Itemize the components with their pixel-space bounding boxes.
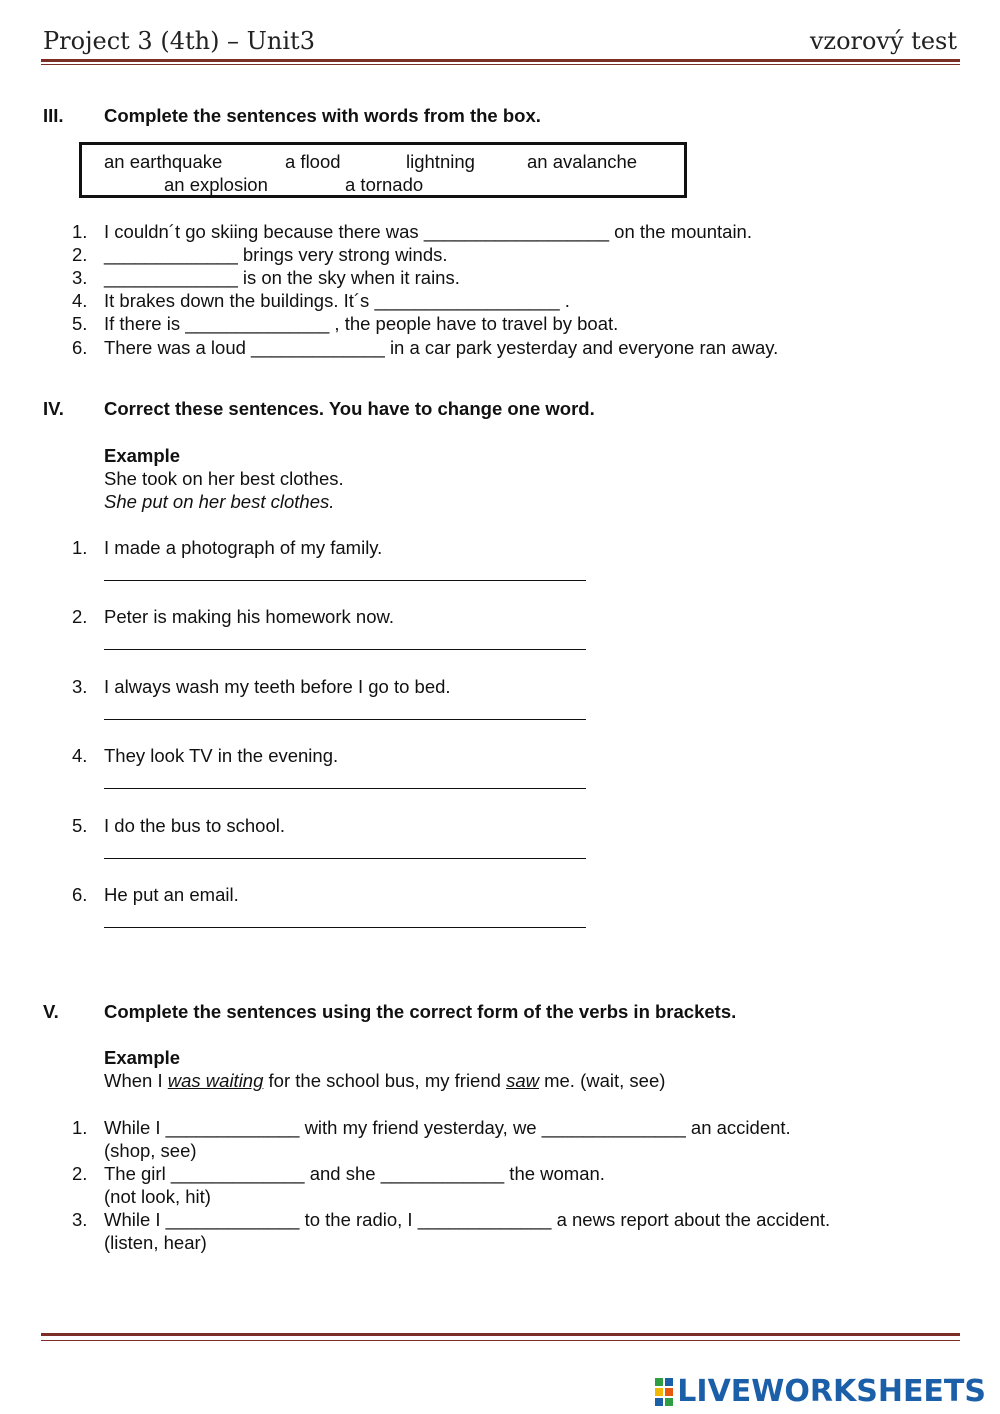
item-number: 6. (72, 337, 88, 358)
item-number: 1. (72, 1117, 88, 1138)
example-wrong: She took on her best clothes. (104, 468, 344, 489)
fill-in-sentence[interactable]: While I _____________ with my friend yesterday, we ______________ an accident. (104, 1117, 791, 1138)
example-correct: She put on her best clothes. (104, 491, 335, 512)
item-number: 2. (72, 244, 88, 265)
fill-in-sentence[interactable]: _____________ is on the sky when it rains. (104, 267, 460, 288)
header-title: Project 3 (4th) – Unit3 (43, 27, 315, 55)
section-5-title: Complete the sentences using the correct form of the verbs in brackets. (104, 1001, 737, 1022)
fill-in-sentence[interactable]: The girl _____________ and she ____________ the woman. (104, 1163, 605, 1184)
answer-line[interactable] (104, 719, 586, 720)
incorrect-sentence: They look TV in the evening. (104, 745, 339, 766)
item-number: 3. (72, 676, 88, 697)
item-number: 1. (72, 537, 88, 558)
example-label: Example (104, 1047, 181, 1068)
word-box-item: lightning (406, 151, 475, 172)
item-number: 5. (72, 313, 88, 334)
example-text: for the school bus, my friend (263, 1070, 507, 1091)
incorrect-sentence: I do the bus to school. (104, 815, 286, 836)
fill-in-sentence[interactable]: _____________ brings very strong winds. (104, 244, 448, 265)
logo-mark-icon (655, 1378, 673, 1406)
example-sentence (104, 1070, 665, 1092)
example-verb: saw (506, 1070, 539, 1091)
item-number: 5. (72, 815, 88, 836)
word-box-item: a tornado (345, 174, 424, 195)
word-box-item: an avalanche (527, 151, 638, 172)
item-number: 2. (72, 606, 88, 627)
word-box-item: an explosion (164, 174, 268, 195)
footer-rule (41, 1333, 960, 1336)
logo-text: LIVEWORKSHEETS (677, 1374, 986, 1409)
header-rule-thin (41, 64, 960, 65)
item-number: 3. (72, 1209, 88, 1230)
example-text: When I (104, 1070, 168, 1091)
incorrect-sentence: Peter is making his homework now. (104, 606, 394, 627)
fill-in-sentence[interactable]: It brakes down the buildings. It´s __________________ . (104, 290, 570, 311)
item-number: 3. (72, 267, 88, 288)
verb-hint: (shop, see) (104, 1140, 197, 1161)
verb-hint: (not look, hit) (104, 1186, 211, 1207)
liveworksheets-logo (655, 1374, 986, 1409)
header-rule (41, 59, 960, 62)
fill-in-sentence[interactable]: I couldn´t go skiing because there was __________________ on the mountain. (104, 221, 752, 242)
example-verb: was waiting (167, 1070, 264, 1091)
answer-line[interactable] (104, 580, 586, 581)
item-number: 4. (72, 745, 88, 766)
item-number: 4. (72, 290, 88, 311)
fill-in-sentence[interactable]: If there is ______________ , the people have to travel by boat. (104, 313, 619, 334)
incorrect-sentence: I made a photograph of my family. (104, 537, 383, 558)
item-number: 1. (72, 221, 88, 242)
section-3-title: Complete the sentences with words from the box. (104, 105, 541, 126)
section-3-number: III. (43, 105, 64, 126)
word-box-item: a flood (285, 151, 341, 172)
footer-rule-thin (41, 1340, 960, 1341)
verb-hint: (listen, hear) (104, 1232, 207, 1253)
section-5-number: V. (43, 1001, 59, 1022)
example-text: me. (wait, see) (538, 1070, 666, 1091)
section-4-title: Correct these sentences. You have to change one word. (104, 398, 595, 419)
header-test-type: vzorový test (809, 27, 957, 55)
incorrect-sentence: I always wash my teeth before I go to bed. (104, 676, 451, 697)
fill-in-sentence[interactable]: There was a loud _____________ in a car park yesterday and everyone ran away. (104, 337, 779, 358)
word-box-item: an earthquake (104, 151, 223, 172)
answer-line[interactable] (104, 858, 586, 859)
answer-line[interactable] (104, 788, 586, 789)
example-label: Example (104, 445, 181, 466)
section-4-number: IV. (43, 398, 64, 419)
fill-in-sentence[interactable]: While I _____________ to the radio, I _____________ a news report about the accident. (104, 1209, 831, 1230)
item-number: 6. (72, 884, 88, 905)
answer-line[interactable] (104, 927, 586, 928)
incorrect-sentence: He put an email. (104, 884, 239, 905)
answer-line[interactable] (104, 649, 586, 650)
item-number: 2. (72, 1163, 88, 1184)
